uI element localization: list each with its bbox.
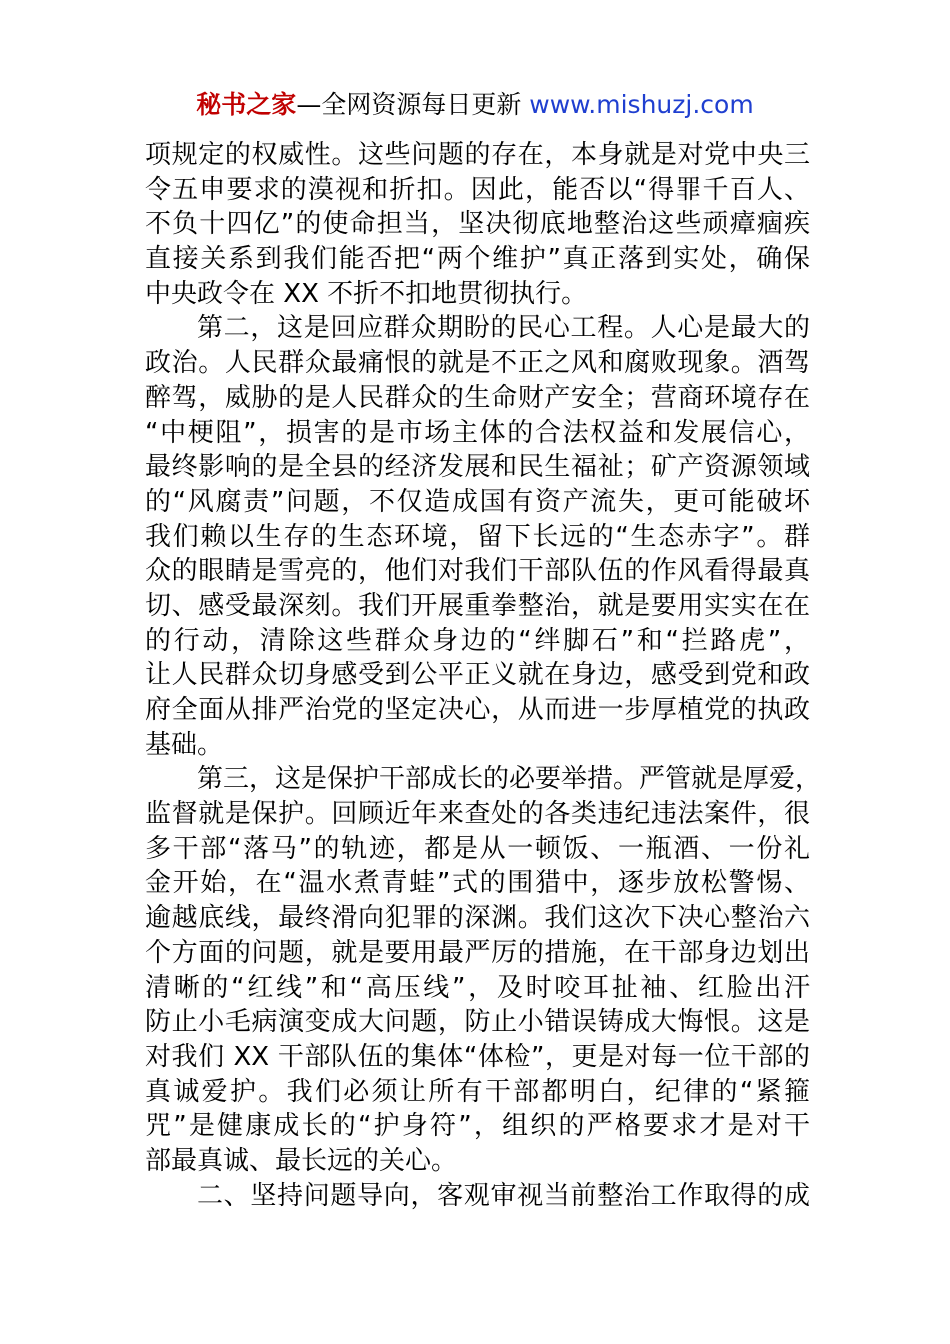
body-line: 切、感受最深刻。我们开展重拳整治，就是要用实实在在 [145,590,810,621]
body-line: 政治。人民群众最痛恨的就是不正之风和腐败现象。酒驾 [145,348,810,379]
body-line: 监督就是保护。回顾近年来查处的各类违纪违法案件，很 [145,799,810,830]
body-line: 最终影响的是全县的经济发展和民生福祉；矿产资源领域 [145,452,810,483]
body-line: 部最真诚、最长远的关心。 [145,1145,458,1176]
body-line: 不负十四亿”的使命担当，坚决彻底地整治这些顽瘴痼疾 [145,209,810,240]
brand-name: 秘书之家 [196,90,297,119]
body-line: 我们赖以生存的生态环境，留下长远的“生态赤字”。群 [145,521,810,552]
body-line: 的“风腐责”问题，不仅造成国有资产流失，更可能破坏 [145,486,810,517]
body-line: “中梗阻”，损害的是市场主体的合法权益和发展信心， [145,417,810,448]
paragraph-first-line: 第二，这是回应群众期盼的民心工程。人心是最大的 [197,313,810,344]
body-line: 逾越底线，最终滑向犯罪的深渊。我们这次下决心整治六 [145,903,810,934]
body-line: 众的眼睛是雪亮的，他们对我们干部队伍的作风看得最真 [145,556,810,587]
body-line: 咒”是健康成长的“护身符”，组织的严格要求才是对干 [145,1111,810,1142]
body-line: 府全面从排严治党的坚定决心，从而进一步厚植党的执政 [145,695,810,725]
body-line: 的行动，清除这些群众身边的“绊脚石”和“拦路虎”， [145,625,810,656]
body-line: 金开始，在“温水煮青蛙”式的围猎中，逐步放松警惕、 [145,868,810,899]
body-line: 项规定的权威性。这些问题的存在，本身就是对党中央三 [145,140,810,170]
body-line: 中央政令在 XX 不折不扣地贯彻执行。 [145,278,588,309]
body-line: 清晰的“红线”和“高压线”，及时咬耳扯袖、红脸出汗 [145,972,810,1003]
page-header [0,88,950,122]
body-line: 真诚爱护。我们必须让所有干部都明白，纪律的“紧箍 [145,1076,810,1107]
body-line: 令五申要求的漠视和折扣。因此，能否以“得罪千百人、 [145,174,810,205]
body-line: 个方面的问题，就是要用最严厉的措施，在干部身边划出 [145,937,810,968]
document-body [145,138,822,1213]
body-line: 让人民群众切身感受到公平正义就在身边，感受到党和政 [145,660,810,691]
section-heading-line: 二、坚持问题导向，客观审视当前整治工作取得的成 [197,1180,810,1211]
body-line: 对我们 XX 干部队伍的集体“体检”，更是对每一位干部的 [145,1041,810,1072]
body-line: 直接关系到我们能否把“两个维护”真正落到实处，确保 [145,244,810,275]
body-line: 醉驾，威胁的是人民群众的生命财产安全；营商环境存在 [145,382,810,413]
site-url-link[interactable]: www.mishuzj.com [529,90,754,119]
body-line: 防止小毛病演变成大问题，防止小错误铸成大悔恨。这是 [145,1007,810,1038]
header-tagline: —全网资源每日更新 [296,90,530,119]
body-line: 基础。 [145,729,224,760]
body-line: 多干部“落马”的轨迹，都是从一顿饭、一瓶酒、一份礼 [145,833,810,864]
paragraph-first-line: 第三，这是保护干部成长的必要举措。严管就是厚爱， [197,764,822,795]
